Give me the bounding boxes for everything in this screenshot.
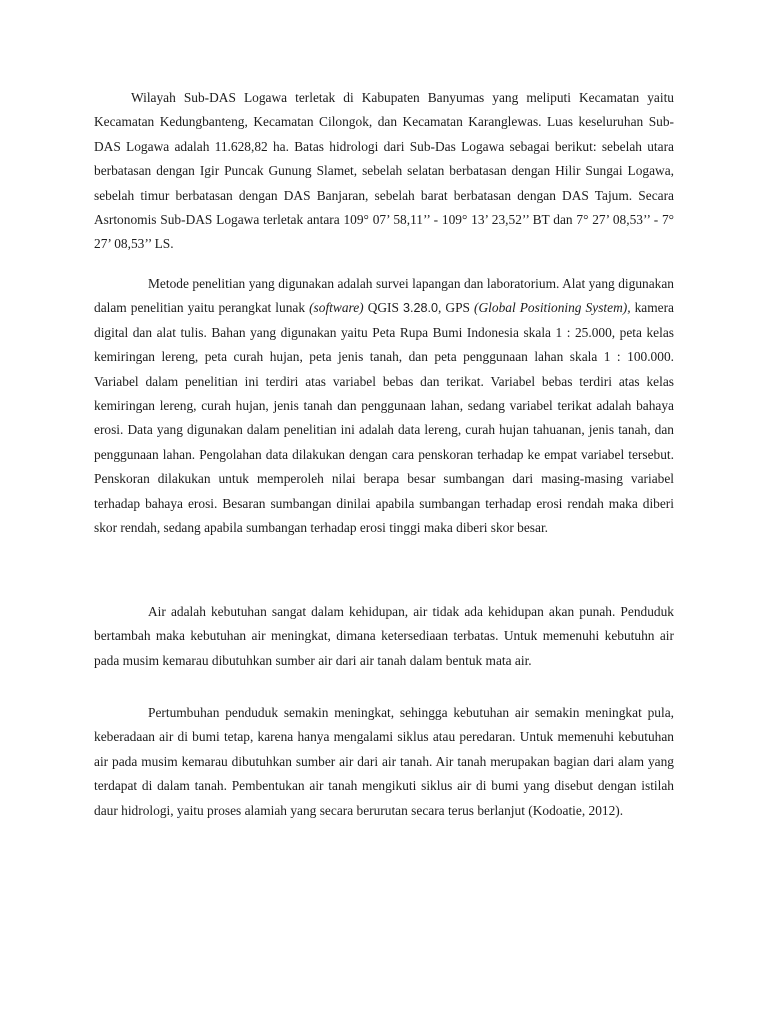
methodology-text-part3: , GPS: [438, 300, 475, 316]
paragraph-water-needs: Air adalah kebutuhan sangat dalam kehidupan, air tidak ada kehidupan akan punah. Penduduk bertambah maka kebutuhan air meningkat, dimana ketersediaan terbatas. Untuk memenuhi kebutuhn air pada musim kemarau dibutuhkan sumber air dari air tanah dalam bentuk mata air.: [94, 604, 674, 668]
paragraph-methodology: [94, 272, 674, 540]
methodology-text-part1: Metode penelitian yang digunakan adalah survei lapangan dan laboratorium. Alat yang digunakan dalam penelitian yaitu perangkat lunak: [94, 276, 674, 316]
paragraph-study-area: Wilayah Sub-DAS Logawa terletak di Kabupaten Banyumas yang meliputi Kecamatan yaitu Kecamatan Kedungbanteng, Kecamatan Cilongok, dan Kecamatan Karanglewas. Luas keseluruhan Sub-DAS Logawa adalah 11.628,82 ha. Batas hidrologi dari Sub-Das Logawa sebagai berikut: sebelah utara berbatasan dengan Igir Puncak Gunung Slamet, sebelah selatan berbatasan dengan Hilir Sungai Logawa, sebelah timur berbatasan dengan DAS Banjaran, sebelah barat berbatasan dengan DAS Tajum. Secara Asrtonomis Sub-DAS Logawa terletak antara 109° 07’ 58,11’’ - 109° 13’ 23,52’’ BT dan 7° 27’ 08,53’’ - 7° 27’ 08,53’’ LS.: [94, 90, 674, 252]
software-term: (software): [309, 300, 364, 316]
qgis-version: 3.28.0: [403, 301, 439, 316]
gps-term: (Global Positioning System),: [474, 300, 631, 316]
paragraph-population-growth: Pertumbuhan penduduk semakin meningkat, sehingga kebutuhan air semakin meningkat pula, keberadaan air di bumi tetap, karena hanya mengalami siklus atau peredaran. Untuk memenuhi kebutuhan air pada musim kemarau dibutuhkan sumber air dari air tanah. Air tanah merupakan bagian dari alam yang terdapat di dalam tanah. Pembentukan air tanah mengikuti siklus air di bumi yang disebut dengan istilah daur hidrologi, yaitu proses alamiah yang secara berurutan secara terus berlanjut (Kodoatie, 2012).: [94, 705, 674, 818]
methodology-text-part2: QGIS: [363, 300, 404, 316]
methodology-text-part4: kamera digital dan alat tulis. Bahan yang digunakan yaitu Peta Rupa Bumi Indonesia skala 1 : 25.000, peta kelas kemiringan lereng, peta curah hujan, peta jenis tanah, dan peta penggunaan lahan skala 1 : 100.000. Variabel dalam penelitian ini terdiri atas variabel bebas dan terikat. Variabel bebas terdiri atas kelas kemiringan lereng, curah hujan, jenis tanah dan penggunaan lahan, sedang variabel terikat adalah bahaya erosi. Data yang digunakan dalam penelitian ini adalah data lereng, curah hujan tahuanan, jenis tanah, dan penggunaan lahan. Pengolahan data dilakukan dengan cara penskoran terhadap ke empat variabel tersebut. Penskoran dilakukan untuk memperoleh nilai berapa besar sumbangan dari masing-masing variabel terhadap bahaya erosi. Besaran sumbangan dinilai apabila sumbangan terhadap erosi rendah maka diberi skor rendah, sedang apabila sumbangan terhadap erosi tinggi maka diberi skor besar.: [94, 300, 674, 536]
